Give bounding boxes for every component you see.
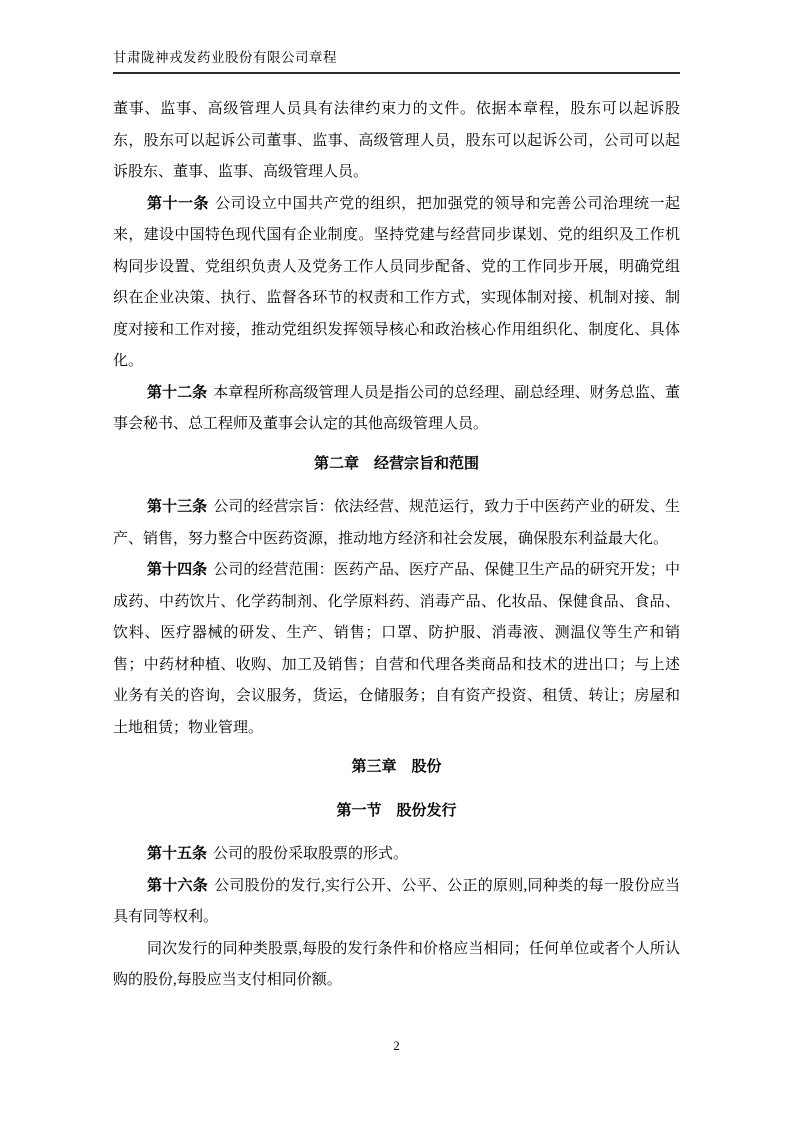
paragraph-text: 董事、监事、高级管理人员具有法律约束力的文件。依据本章程，股东可以起诉股东，股东可以起诉公司董事、监事、高级管理人员，股东可以起诉公司，公司可以起诉股东、董事、监事、高级管理人员。 [113,101,680,180]
article-16-paragraph [113,871,680,934]
article-number: 第十五条 [147,846,208,862]
article-16-paragraph-2 [113,934,680,997]
article-13-paragraph [113,492,680,555]
paragraph-text: 同次发行的同种类股票,每股的发行条件和价格应当相同；任何单位或者个人所认购的股份,每股应当支付相同价额。 [113,940,680,988]
article-text: 本章程所称高级管理人员是指公司的总经理、副总经理、财务总监、董事会秘书、总工程师及董事会认定的其他高级管理人员。 [113,384,680,432]
article-text: 公司的经营范围：医药产品、医疗产品、保健卫生产品的研究开发；中成药、中药饮片、化学药制剂、化学原料药、消毒产品、化妆品、保健食品、食品、饮料、医疗器械的研发、生产、销售；口罩、防护服、消毒液、测温仪等生产和销售；中药材种植、收购、加工及销售；自营和代理各类商品和技术的进出口；与上述业务有关的咨询，会议服务，货运，仓储服务；自有资产投资、租赁、转让；房屋和土地租赁；物业管理。 [113,562,680,736]
article-15-paragraph [113,839,680,871]
article-text: 公司设立中国共产党的组织，把加强党的领导和完善公司治理统一起来，建设中国特色现代国有企业制度。坚持党建与经营同步谋划、党的组织及工作机构同步设置、党组织负责人及党务工作人员同步配备、党的工作同步开展，明确党组织在企业决策、执行、监督各环节的权责和工作方式，实现体制对接、机制对接、制度对接和工作对接，推动党组织发挥领导核心和政治核心作用组织化、制度化、具体化。 [113,195,680,369]
page-number: 2 [393,1038,400,1053]
article-text: 公司的股份采取股票的形式。 [213,846,409,862]
header-title: 甘肃陇神戎发药业股份有限公司章程 [113,50,337,65]
article-14-paragraph [113,555,680,744]
article-number: 第十一条 [147,195,210,212]
article-11-paragraph [113,189,680,378]
paragraph-continuation [113,94,680,189]
article-12-paragraph [113,378,680,441]
chapter-3-heading: 第三章 股份 [351,759,442,775]
page-header [113,0,680,74]
article-number: 第十四条 [147,562,208,578]
page-footer [0,1038,793,1054]
chapter-2-heading: 第二章 经营宗旨和范围 [313,455,479,472]
document-body [113,74,680,997]
section-1-heading: 第一节 股份发行 [336,802,457,819]
article-text: 公司的经营宗旨：依法经营、规范运行，致力于中医药产业的研发、生产、销售，努力整合中医药资源，推动地方经济和社会发展，确保股东利益最大化。 [113,499,680,547]
article-number: 第十三条 [147,499,208,515]
article-text: 公司股份的发行,实行公开、公平、公正的原则,同种类的每一股份应当具有同等权利。 [113,877,680,925]
article-number: 第十六条 [147,877,209,894]
article-number: 第十二条 [147,384,208,401]
